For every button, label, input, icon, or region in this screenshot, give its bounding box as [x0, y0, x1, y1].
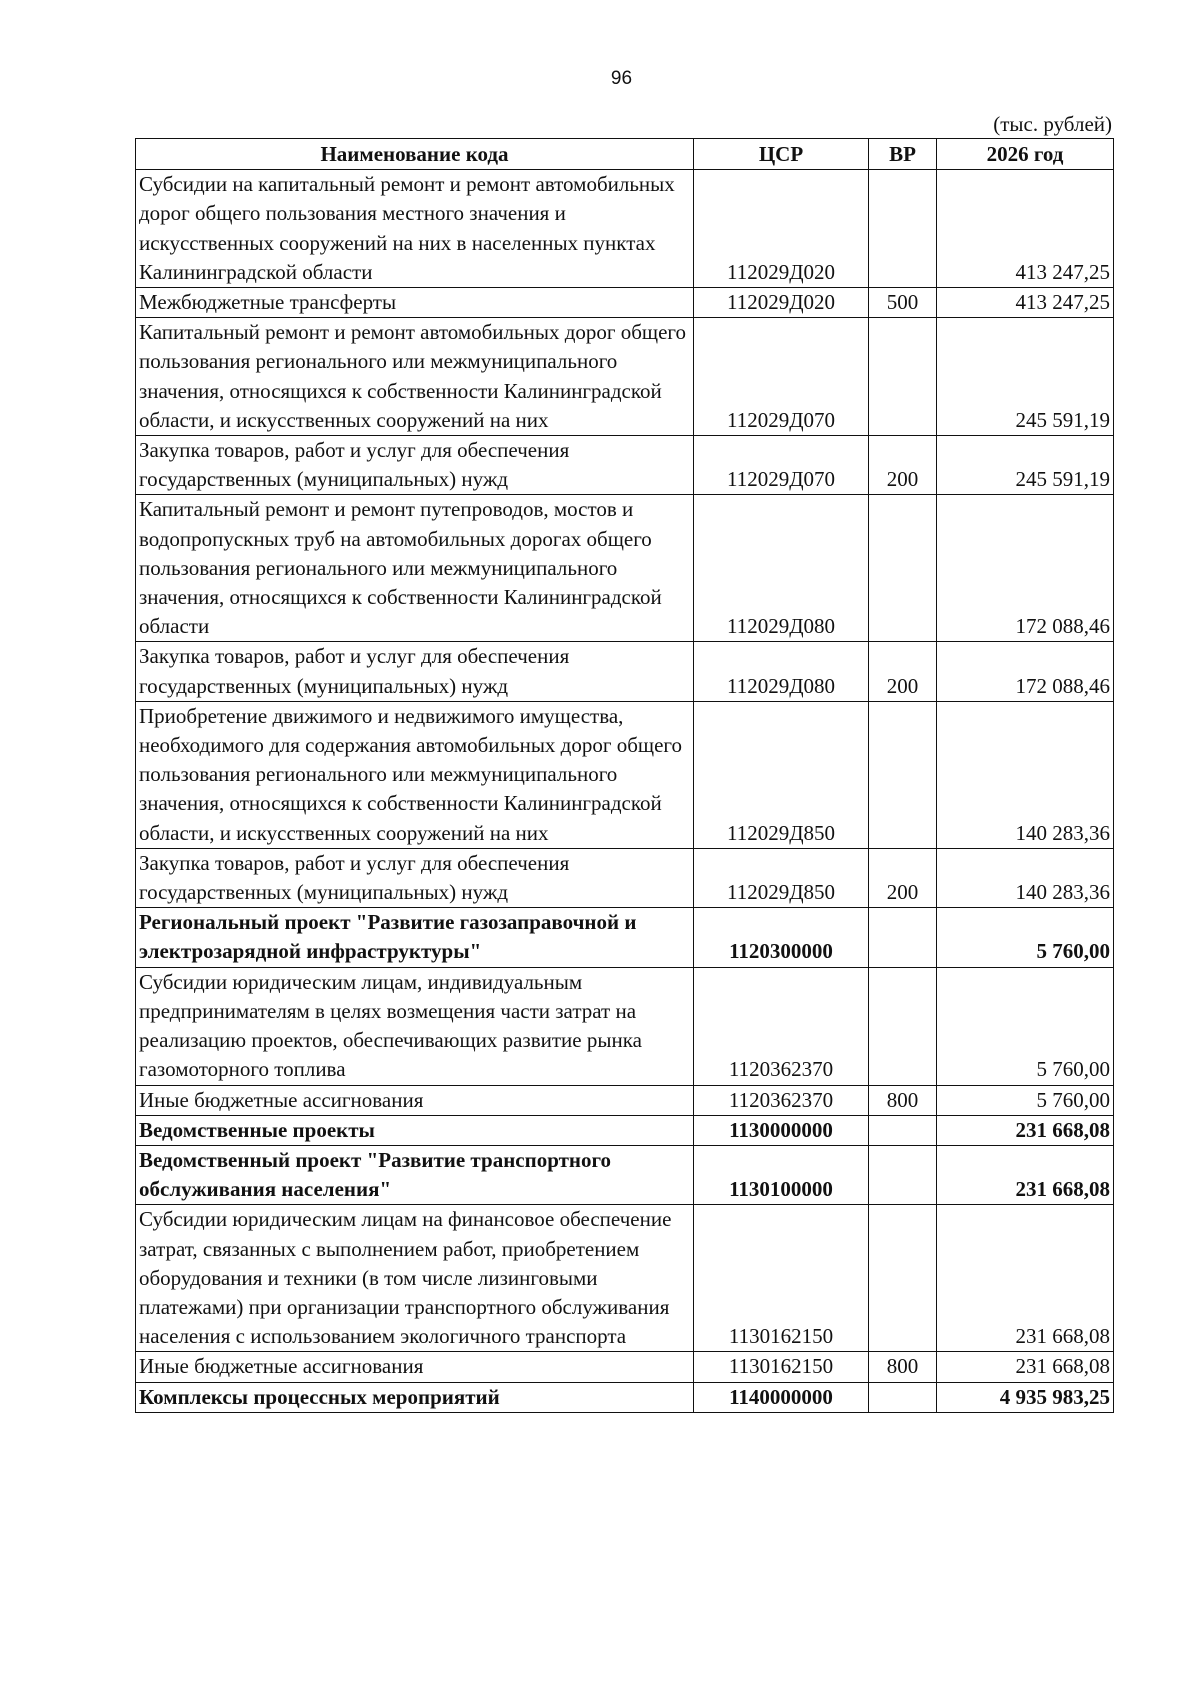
table-row	[136, 318, 1114, 436]
table-row	[136, 288, 1114, 318]
header-year: 2026 год	[937, 139, 1114, 170]
table-row	[136, 1085, 1114, 1115]
cell-amount: 231 668,08	[937, 1352, 1114, 1382]
cell-csr: 112029Д080	[694, 642, 869, 701]
cell-vr: 200	[869, 642, 937, 701]
cell-vr: 800	[869, 1085, 937, 1115]
cell-vr	[869, 1382, 937, 1412]
cell-amount: 4 935 983,25	[937, 1382, 1114, 1412]
cell-name: Субсидии на капитальный ремонт и ремонт автомобильных дорог общего пользования местного значения и искусственных сооружений на них в населенных пунктах Калининградской области	[136, 170, 694, 288]
table-row	[136, 1145, 1114, 1204]
cell-amount: 231 668,08	[937, 1145, 1114, 1204]
cell-csr: 1140000000	[694, 1382, 869, 1412]
cell-vr: 800	[869, 1352, 937, 1382]
cell-csr: 1130162150	[694, 1205, 869, 1352]
header-name: Наименование кода	[136, 139, 694, 170]
cell-amount: 231 668,08	[937, 1115, 1114, 1145]
table-row	[136, 642, 1114, 701]
cell-name: Субсидии юридическим лицам, индивидуальным предпринимателям в целях возмещения части затрат на реализацию проектов, обеспечивающих развитие рынка газомоторного топлива	[136, 967, 694, 1085]
cell-vr: 200	[869, 436, 937, 495]
cell-csr: 112029Д020	[694, 170, 869, 288]
cell-amount: 413 247,25	[937, 288, 1114, 318]
cell-csr: 1120362370	[694, 1085, 869, 1115]
cell-name: Ведомственный проект "Развитие транспортного обслуживания населения"	[136, 1145, 694, 1204]
cell-vr: 500	[869, 288, 937, 318]
cell-vr	[869, 701, 937, 848]
cell-csr: 112029Д070	[694, 436, 869, 495]
cell-amount: 140 283,36	[937, 701, 1114, 848]
cell-csr: 1130000000	[694, 1115, 869, 1145]
table-row	[136, 967, 1114, 1085]
table-row	[136, 701, 1114, 848]
cell-vr	[869, 967, 937, 1085]
cell-vr: 200	[869, 848, 937, 907]
cell-name: Капитальный ремонт и ремонт автомобильных дорог общего пользования регионального или межмуниципального значения, относящихся к собственности Калининградской области, и искусственных сооружений на них	[136, 318, 694, 436]
cell-amount: 140 283,36	[937, 848, 1114, 907]
cell-csr: 112029Д850	[694, 701, 869, 848]
table-row	[136, 1205, 1114, 1352]
table-row	[136, 1382, 1114, 1412]
cell-name: Межбюджетные трансферты	[136, 288, 694, 318]
cell-vr	[869, 908, 937, 967]
table-row	[136, 495, 1114, 642]
cell-name: Иные бюджетные ассигнования	[136, 1352, 694, 1382]
table-row	[136, 436, 1114, 495]
table-row	[136, 170, 1114, 288]
cell-name: Закупка товаров, работ и услуг для обеспечения государственных (муниципальных) нужд	[136, 848, 694, 907]
cell-name: Капитальный ремонт и ремонт путепроводов, мостов и водопропускных труб на автомобильных дорогах общего пользования регионального или межмуниципального значения, относящихся к собственности Калининградской области	[136, 495, 694, 642]
cell-vr	[869, 1115, 937, 1145]
cell-csr: 112029Д020	[694, 288, 869, 318]
cell-csr: 1120362370	[694, 967, 869, 1085]
cell-amount: 245 591,19	[937, 318, 1114, 436]
cell-vr	[869, 1145, 937, 1204]
cell-amount: 172 088,46	[937, 642, 1114, 701]
cell-amount: 413 247,25	[937, 170, 1114, 288]
cell-name: Иные бюджетные ассигнования	[136, 1085, 694, 1115]
table-row	[136, 908, 1114, 967]
cell-csr: 112029Д070	[694, 318, 869, 436]
table-row	[136, 848, 1114, 907]
cell-vr	[869, 495, 937, 642]
cell-vr	[869, 1205, 937, 1352]
cell-name: Ведомственные проекты	[136, 1115, 694, 1145]
cell-amount: 231 668,08	[937, 1205, 1114, 1352]
cell-amount: 245 591,19	[937, 436, 1114, 495]
cell-csr: 1130100000	[694, 1145, 869, 1204]
cell-csr: 112029Д850	[694, 848, 869, 907]
table-row	[136, 1352, 1114, 1382]
cell-amount: 5 760,00	[937, 967, 1114, 1085]
cell-name: Субсидии юридическим лицам на финансовое обеспечение затрат, связанных с выполнением работ, приобретением оборудования и техники (в том числе лизинговыми платежами) при организации транспортного обслуживания населения с использованием экологичного транспорта	[136, 1205, 694, 1352]
page-number: 96	[610, 68, 633, 89]
cell-csr: 1130162150	[694, 1352, 869, 1382]
header-vr: ВР	[869, 139, 937, 170]
cell-vr	[869, 170, 937, 288]
table-header-row	[136, 139, 1114, 170]
cell-name: Приобретение движимого и недвижимого имущества, необходимого для содержания автомобильных дорог общего пользования регионального или межмуниципального значения, относящихся к собственности Калининградской области, и искусственных сооружений на них	[136, 701, 694, 848]
units-label: (тыс. рублей)	[993, 112, 1112, 136]
cell-csr: 112029Д080	[694, 495, 869, 642]
cell-name: Закупка товаров, работ и услуг для обеспечения государственных (муниципальных) нужд	[136, 642, 694, 701]
cell-amount: 172 088,46	[937, 495, 1114, 642]
cell-csr: 1120300000	[694, 908, 869, 967]
cell-name: Региональный проект "Развитие газозаправочной и электрозарядной инфраструктуры"	[136, 908, 694, 967]
cell-amount: 5 760,00	[937, 908, 1114, 967]
table-row	[136, 1115, 1114, 1145]
cell-name: Комплексы процессных мероприятий	[136, 1382, 694, 1412]
budget-table	[135, 138, 1114, 1413]
cell-vr	[869, 318, 937, 436]
cell-amount: 5 760,00	[937, 1085, 1114, 1115]
cell-name: Закупка товаров, работ и услуг для обеспечения государственных (муниципальных) нужд	[136, 436, 694, 495]
header-csr: ЦСР	[694, 139, 869, 170]
